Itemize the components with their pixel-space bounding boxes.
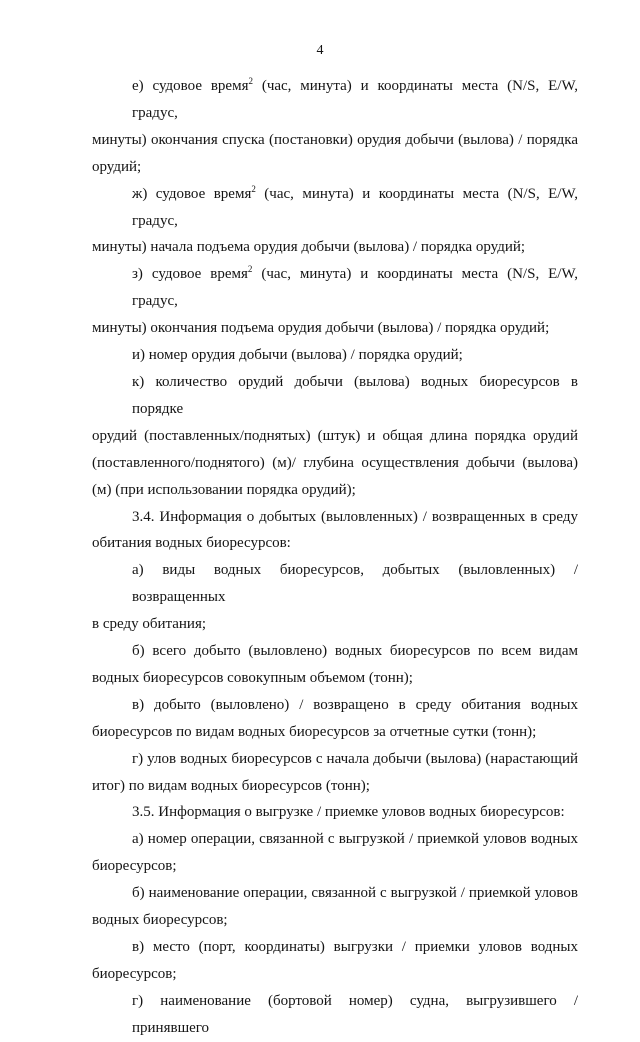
text-line: минуты) начала подъема орудия добычи (вылова) / порядка орудий; — [92, 239, 526, 256]
text-line: водных биоресурсов совокупным объемом (тонн); — [92, 669, 413, 686]
text-line: в среду обитания; — [92, 616, 207, 633]
text-line: е) судовое время$^2$ (час, минута) и координаты места (N/S, E/W, градус, — [132, 76, 578, 121]
paragraph-3-4-a — [92, 557, 578, 638]
paragraph-k — [92, 369, 578, 504]
text-line: биоресурсов; — [92, 965, 177, 982]
text-line: б) всего добыто (выловлено) водных биоресурсов по всем видам — [132, 643, 578, 660]
text-line: (м) (при использовании порядка орудий); — [92, 481, 356, 498]
text-line: а) номер операции, связанной с выгрузкой / приемкой уловов водных — [132, 831, 578, 848]
section-3-5-heading — [92, 799, 578, 826]
text-line: биоресурсов по видам водных биоресурсов за отчетные сутки (тонн); — [92, 723, 537, 740]
text-line: минуты) окончания подъема орудия добычи (вылова) / порядка орудий; — [92, 320, 550, 337]
text-line: и) номер орудия добычи (вылова) / порядка орудий; — [132, 347, 463, 364]
text-line: обитания водных биоресурсов: — [92, 535, 291, 552]
paragraph-3-4-b — [92, 638, 578, 692]
paragraph-3-5-a — [92, 826, 578, 880]
paragraph-3-4-g — [92, 746, 578, 800]
text-line: водных биоресурсов; — [92, 912, 228, 929]
text-line: минуты) окончания спуска (постановки) орудия добычи (вылова) / порядка — [92, 131, 578, 148]
text-line: биоресурсов; — [92, 858, 177, 875]
footnote-ref: 2 — [248, 76, 253, 86]
text-line: г) улов водных биоресурсов с начала добычи (вылова) (нарастающий — [132, 750, 578, 767]
text-line: к) количество орудий добычи (вылова) водных биоресурсов в порядке — [132, 373, 578, 417]
paragraph-i — [92, 342, 578, 369]
paragraph-3-5-g — [92, 988, 578, 1042]
text-line: 3.4. Информация о добытых (выловленных) / возвращенных в среду — [132, 508, 578, 525]
paragraph-3-5-v — [92, 934, 578, 988]
text-line: итог) по видам водных биоресурсов (тонн); — [92, 777, 370, 794]
paragraph-3-5-b — [92, 880, 578, 934]
section-3-4-heading — [92, 504, 578, 558]
text-line: (поставленного/поднятого) (м)/ глубина осуществления добычи (вылова) — [92, 454, 578, 471]
footnote-ref: 2 — [251, 183, 256, 194]
text-line: з) судовое время$^2$ (час, минута) и координаты места (N/S, E/W, градус, — [132, 264, 578, 310]
text-line: ж) судовое время$^2$ (час, минута) и координаты места (N/S, E/W, градус, — [132, 183, 578, 229]
paragraph-zh — [92, 181, 578, 262]
text-line: орудий (поставленных/поднятых) (штук) и общая длина порядка орудий — [92, 427, 578, 444]
document-body — [92, 73, 578, 1042]
text-line: орудий; — [92, 158, 142, 175]
text-line: б) наименование операции, связанной с выгрузкой / приемкой уловов — [132, 885, 578, 902]
footnote-ref: 2 — [247, 264, 253, 275]
text-line: в) добыто (выловлено) / возвращено в среду обитания водных — [132, 696, 578, 713]
page-number: 4 — [316, 43, 324, 58]
text-line: а) виды водных биоресурсов, добытых (выловленных) / возвращенных — [132, 562, 578, 606]
text-line: 3.5. Информация о выгрузке / приемке уловов водных биоресурсов: — [132, 804, 565, 821]
paragraph-z — [92, 261, 578, 342]
paragraph-e — [92, 73, 578, 181]
text-line: г) наименование (бортовой номер) судна, выгрузившего / принявшего — [132, 992, 578, 1036]
text-line: в) место (порт, координаты) выгрузки / приемки уловов водных — [132, 939, 578, 955]
paragraph-3-4-v — [92, 692, 578, 746]
